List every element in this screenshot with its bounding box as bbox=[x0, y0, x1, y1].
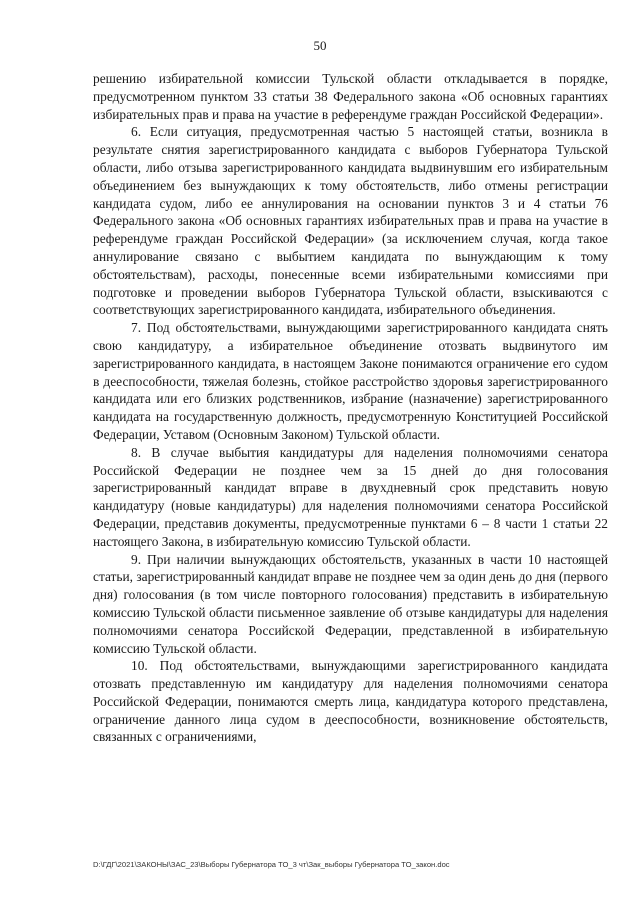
paragraph-9: 9. При наличии вынуждающих обстоятельств, указанных в части 10 настоящей статьи, зарегистрированный кандидат вправе не позднее чем за один день до дня (первого дня) голосования (в том числе повторного голосования) представить в избирательную комиссию Тульской области письменное заявление об отзыве кандидатуры для наделения полномочиями сенатора Российской Федерации, представленной в избирательную комиссию Тульской области. bbox=[93, 551, 608, 656]
paragraph-7: 7. Под обстоятельствами, вынуждающими зарегистрированного кандидата снять свою кандидатуру, а избирательное объединение отозвать выдвинутого им зарегистрированного кандидата, в настоящем Законе понимаются ограничение его судом в дееспособности, тяжелая болезнь, стойкое расстройство здоровья зарегистрированного кандидата или его близких родственников, избрание (назначение) зарегистрированного кандидата на государственную должность, предусмотренную Конституцией Российской Федерации, Уставом (Основным Законом) Тульской области. bbox=[93, 320, 608, 442]
paragraph-6: 6. Если ситуация, предусмотренная частью 5 настоящей статьи, возникла в результате снятия зарегистрированного кандидата с выборов Губернатора Тульской области, либо отзыва зарегистрированного кандидата выдвинувшим его избирательным объединением без вынуждающих к тому обстоятельств, либо отмены регистрации кандидата судом, либо ее аннулирования на основании пунктов 3 и 4 статьи 76 Федерального закона «Об основных гарантиях избирательных прав и права на участие в референдуме граждан Российской Федерации» (за исключением случая, когда такое аннулирование связано с выбытием кандидата по вынуждающим к тому обстоятельствам), расходы, понесенные всеми избирательными комиссиями при подготовке и проведении выборов Губернатора Тульской области, взыскиваются с соответствующих зарегистрированного кандидата, избирательного объединения. bbox=[93, 124, 608, 318]
file-path-footer: D:\ГДГ\2021\ЗАКОНЫ\ЗАС_23\Выборы Губернатора ТО_3 чт\Зак_выборы Губернатора ТО_закон.doc bbox=[93, 860, 450, 869]
paragraph-8: 8. В случае выбытия кандидатуры для наделения полномочиями сенатора Российской Федерации не позднее чем за 15 дней до дня голосования зарегистрированный кандидат вправе в двухдневный срок представить новую кандидатуру (новые кандидатуры) для наделения полномочиями сенатора Российской Федерации, представив документы, предусмотренные пунктами 6 – 8 части 1 статьи 22 настоящего Закона, в избирательную комиссию Тульской области. bbox=[93, 444, 608, 549]
page-number: 50 bbox=[313, 38, 327, 53]
paragraph-10: 10. Под обстоятельствами, вынуждающими зарегистрированного кандидата отозвать представленную им кандидатуру для наделения полномочиями сенатора Российской Федерации, понимаются смерть лица, кандидатура которого представлена, ограничение данного лица судом в дееспособности, возникновение обстоятельств, связанных с ограничениями, bbox=[93, 658, 608, 745]
document-body bbox=[93, 70, 608, 746]
paragraph-continuation: решению избирательной комиссии Тульской области откладывается в порядке, предусмотренном пунктом 33 статьи 38 Федерального закона «Об основных гарантиях избирательных прав и права на участие в референдуме граждан Российской Федерации». bbox=[93, 71, 608, 122]
